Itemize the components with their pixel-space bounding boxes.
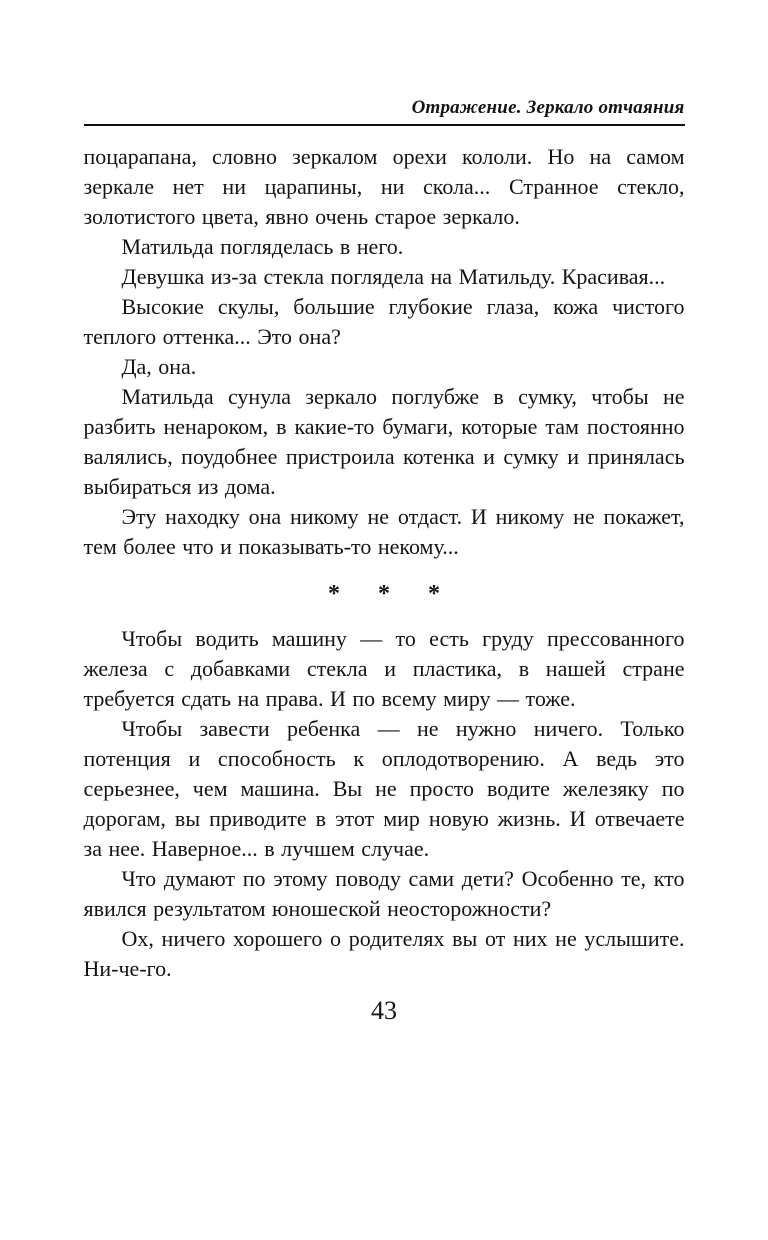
paragraph: Матильда погляделась в него.: [121, 234, 404, 259]
body-text: [84, 142, 685, 984]
section-separator: * * *: [328, 581, 456, 607]
running-header: Отражение. Зеркало отчаяния: [411, 97, 685, 118]
paragraph: Эту находку она никому не отдаст. И никому не покажет, тем более что и показывать-то некому...: [83, 504, 685, 559]
page-number: 43: [371, 996, 397, 1025]
paragraph: Ох, ничего хорошего о родителях вы от них не услышите. Ни-че-го.: [83, 926, 685, 981]
paragraph: Да, она.: [121, 354, 197, 379]
paragraph: Матильда сунула зеркало поглубже в сумку, чтобы не разбить ненароком, в какие-то бумаги, которые там постоянно валялись, поудобнее пристроила котенка и сумку и принялась выбираться из дома.: [83, 384, 685, 499]
header-rule: [84, 124, 685, 126]
paragraph: поцарапана, словно зеркалом орехи кололи. Но на самом зеркале нет ни царапины, ни скола... Странное стекло, золотистого цвета, явно очень старое зеркало.: [83, 144, 685, 229]
paragraph: Что думают по этому поводу сами дети? Особенно те, кто явился результатом юношеской неосторожности?: [83, 866, 685, 921]
page-content: [84, 0, 685, 1026]
paragraph: Чтобы водить машину — то есть груду прессованного железа с добавками стекла и пластика, в нашей стране требуется сдать на права. И по всему миру — тоже.: [83, 626, 685, 711]
paragraph: Чтобы завести ребенка — не нужно ничего. Только потенция и способность к оплодотворению. А ведь это серьезнее, чем машина. Вы не просто водите железяку по дорогам, вы приводите в этот мир новую жизнь. И отвечаете за нее. Наверное... в лучшем случае.: [83, 716, 685, 861]
paragraph: Девушка из-за стекла поглядела на Матильду. Красивая...: [121, 264, 666, 289]
paragraph: Высокие скулы, большие глубокие глаза, кожа чистого теплого оттенка... Это она?: [83, 294, 685, 349]
